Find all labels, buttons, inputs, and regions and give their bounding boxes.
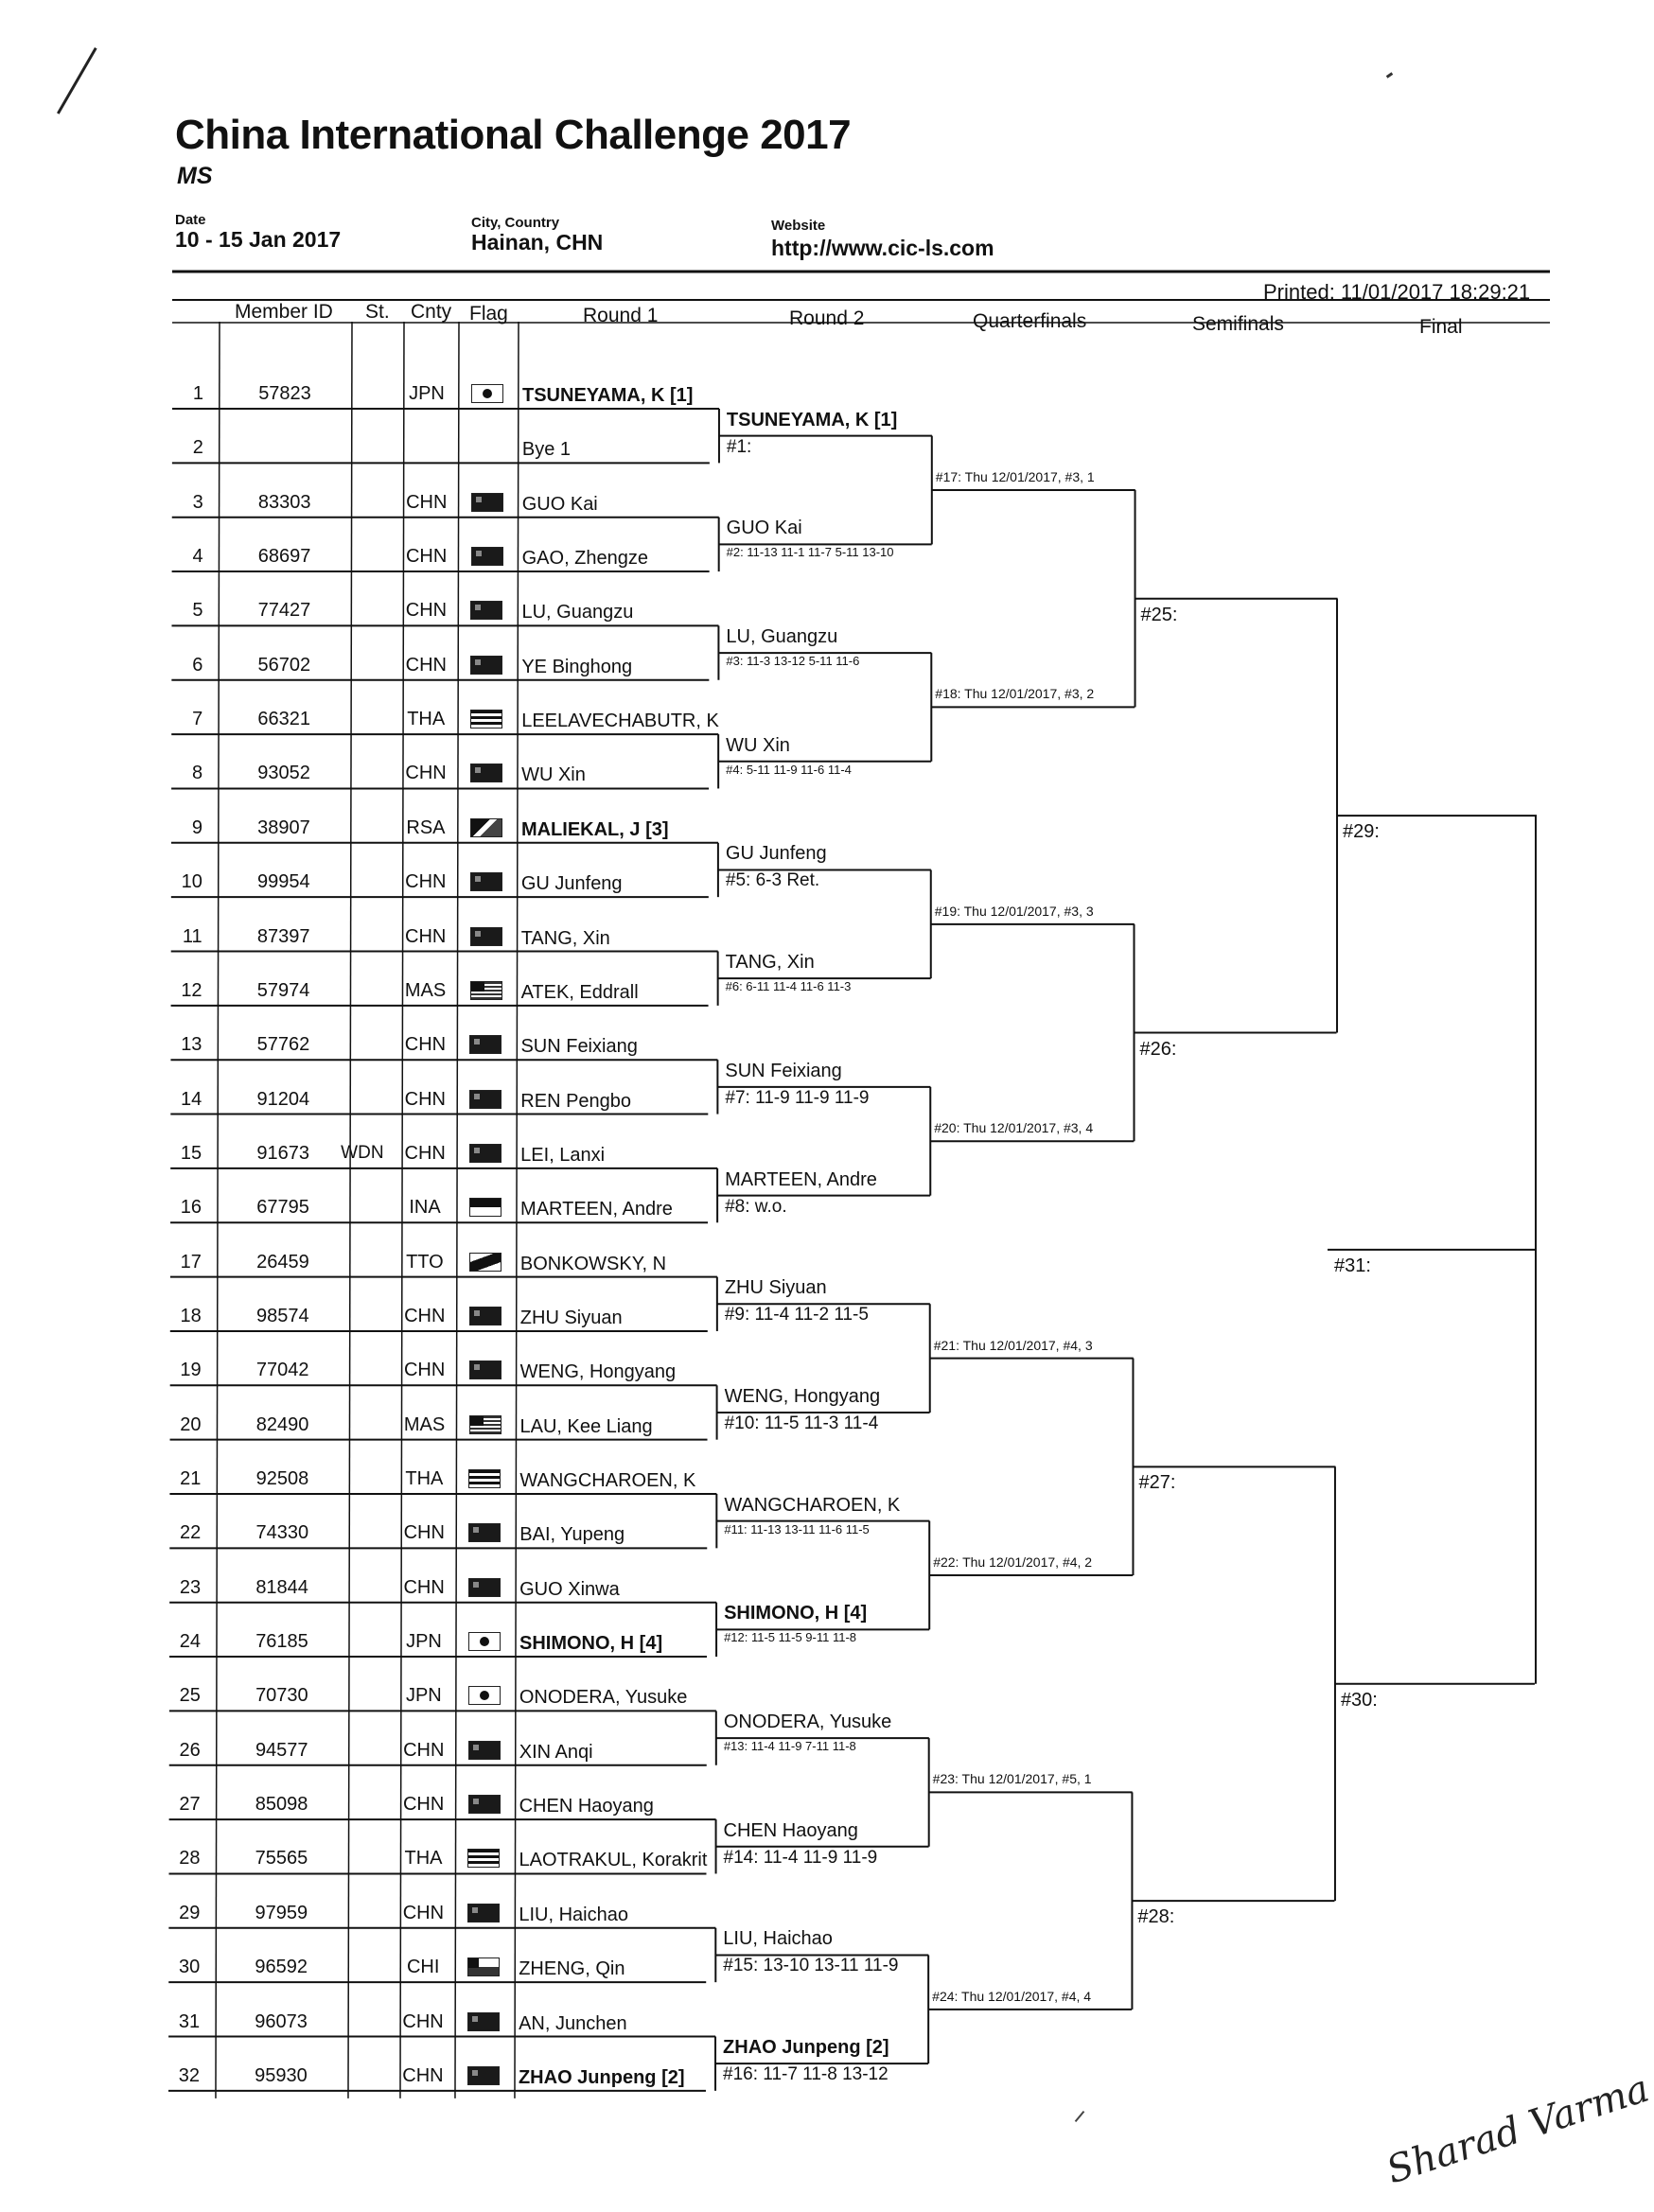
member-id: 57762 xyxy=(256,1034,310,1056)
player-number: 17 xyxy=(180,1251,202,1273)
quarterfinal-match: #23: Thu 12/01/2017, #5, 1 xyxy=(932,1771,1092,1787)
col-country: Cnty xyxy=(411,301,452,323)
player-country: CHN xyxy=(403,1576,445,1598)
col-round2: Round 2 xyxy=(789,307,865,329)
player-number: 14 xyxy=(181,1088,202,1110)
player-name: WENG, Hongyang xyxy=(519,1361,677,1383)
bracket-line xyxy=(455,322,459,2098)
player-number: 4 xyxy=(192,546,203,568)
round2-score: #4: 5-11 11-9 11-6 11-4 xyxy=(726,762,852,777)
player-number: 11 xyxy=(182,925,202,947)
member-id: 74330 xyxy=(255,1522,309,1544)
player-name: MARTEEN, Andre xyxy=(520,1199,673,1220)
player-number: 7 xyxy=(192,709,203,730)
player-number: 30 xyxy=(178,1957,201,1978)
player-number: 1 xyxy=(192,383,203,404)
player-country: CHN xyxy=(403,1360,446,1381)
player-country: THA xyxy=(404,1848,443,1870)
player-country: CHN xyxy=(404,1034,447,1056)
player-country: CHN xyxy=(405,925,447,947)
flag-chn-icon xyxy=(470,764,502,782)
member-id: 56702 xyxy=(257,654,311,676)
member-id: 70730 xyxy=(255,1685,308,1707)
member-id: 77042 xyxy=(255,1360,309,1381)
flag-rsa-icon xyxy=(470,818,502,837)
col-semifinals: Semifinals xyxy=(1192,313,1284,335)
player-number: 32 xyxy=(178,2064,200,2086)
player-number: 10 xyxy=(181,871,202,893)
player-country: CHN xyxy=(405,871,447,893)
flag-chn-icon xyxy=(468,1795,501,1814)
round2-winner: TSUNEYAMA, K [1] xyxy=(726,409,898,430)
player-name: XIN Anqi xyxy=(519,1741,593,1763)
round2-score: #6: 6-11 11-4 11-6 11-3 xyxy=(725,979,852,994)
player-country: CHN xyxy=(404,1305,446,1326)
flag-chn-icon xyxy=(467,2066,500,2085)
player-country: RSA xyxy=(406,816,446,838)
quarterfinal-match: #19: Thu 12/01/2017, #3, 3 xyxy=(934,903,1094,919)
round2-winner: ONODERA, Yusuke xyxy=(723,1712,892,1733)
member-id: 82490 xyxy=(255,1413,309,1435)
handwritten-signature: Sharad Varma xyxy=(1381,2066,1654,2193)
player-number: 21 xyxy=(180,1468,202,1489)
semifinal-match: #27: xyxy=(1138,1472,1176,1494)
member-id: 87397 xyxy=(256,925,310,947)
round2-score: #9: 11-4 11-2 11-5 xyxy=(724,1305,869,1325)
player-country: CHN xyxy=(405,546,448,568)
member-id: 98574 xyxy=(255,1305,309,1326)
round2-score: #15: 13-10 13-11 11-9 xyxy=(723,1956,899,1976)
printed-timestamp: Printed: 11/01/2017 18:29:21 xyxy=(1263,280,1531,304)
col-flag: Flag xyxy=(469,303,508,325)
flag-chi-icon xyxy=(467,1957,500,1976)
player-country: CHN xyxy=(402,1902,445,1923)
flag-tha-icon xyxy=(467,1849,500,1868)
round2-winner: WENG, Hongyang xyxy=(724,1385,881,1407)
flag-chn-icon xyxy=(471,493,503,512)
quarterfinal-match: #21: Thu 12/01/2017, #4, 3 xyxy=(933,1337,1093,1353)
round2-score: #8: w.o. xyxy=(725,1196,787,1217)
player-name: LIU, Haichao xyxy=(519,1904,628,1925)
website-link[interactable]: http://www.cic-ls.com xyxy=(771,236,994,260)
member-id: 94577 xyxy=(255,1739,308,1761)
player-country: CHN xyxy=(404,1142,446,1164)
col-status: St. xyxy=(365,301,390,323)
round2-winner: SUN Feixiang xyxy=(725,1060,842,1081)
round2-score: #13: 11-4 11-9 7-11 11-8 xyxy=(723,1739,856,1754)
player-number: 25 xyxy=(179,1685,201,1707)
player-name: ZHU Siyuan xyxy=(519,1307,623,1328)
player-number: 29 xyxy=(179,1902,201,1923)
flag-chn-icon xyxy=(467,2012,500,2031)
player-country: CHN xyxy=(403,1522,445,1544)
player-name: ONODERA, Yusuke xyxy=(519,1687,688,1709)
flag-mas-icon xyxy=(470,981,502,1000)
player-name: GUO Xinwa xyxy=(519,1578,620,1600)
flag-tha-icon xyxy=(468,1469,501,1488)
flag-ina-icon xyxy=(469,1198,501,1217)
round2-score: #5: 6-3 Ret. xyxy=(725,870,820,891)
player-name: MALIEKAL, J [3] xyxy=(520,818,669,840)
flag-chn-icon xyxy=(469,1144,501,1163)
round2-winner: CHEN Haoyang xyxy=(723,1819,858,1841)
flag-chn-icon xyxy=(468,1578,501,1597)
round2-score: #10: 11-5 11-3 11-4 xyxy=(724,1413,879,1433)
flag-chn-icon xyxy=(471,547,503,566)
round2-score: #11: 11-13 13-11 11-6 11-5 xyxy=(724,1521,870,1536)
player-country: CHN xyxy=(402,2064,444,2086)
date-value: 10 - 15 Jan 2017 xyxy=(175,227,342,252)
player-name: AN, Junchen xyxy=(519,2012,627,2034)
member-id: 81844 xyxy=(255,1576,308,1598)
player-number: 28 xyxy=(179,1848,201,1870)
player-name: GAO, Zhengze xyxy=(521,548,649,570)
website-label: Website xyxy=(771,218,826,234)
final-result: #31: xyxy=(1333,1255,1371,1276)
player-country: INA xyxy=(409,1197,441,1219)
player-country: CHN xyxy=(406,491,448,513)
flag-tto-icon xyxy=(469,1253,501,1272)
semifinal-match: #28: xyxy=(1137,1906,1175,1928)
round2-winner: MARTEEN, Andre xyxy=(725,1168,877,1190)
member-id: 91673 xyxy=(256,1142,309,1164)
player-country: JPN xyxy=(409,383,445,404)
player-name: ZHAO Junpeng [2] xyxy=(518,2066,685,2088)
player-number: 23 xyxy=(179,1576,202,1598)
col-quarterfinals: Quarterfinals xyxy=(973,310,1087,332)
player-name: TSUNEYAMA, K [1] xyxy=(522,385,694,406)
player-country: THA xyxy=(405,1468,444,1489)
member-id: 77427 xyxy=(257,600,311,622)
member-id: 38907 xyxy=(257,816,310,838)
player-name: GU Junfeng xyxy=(520,873,623,895)
player-name: LU, Guangzu xyxy=(521,602,634,623)
flag-chn-icon xyxy=(469,1090,501,1109)
round2-winner: LIU, Haichao xyxy=(723,1928,833,1950)
event-code: MS xyxy=(177,163,213,189)
player-country: CHN xyxy=(405,600,448,622)
player-name: LEELAVECHABUTR, K xyxy=(521,711,719,732)
bracket-line xyxy=(216,322,220,2098)
player-number: 19 xyxy=(180,1360,202,1381)
player-number: 8 xyxy=(191,763,203,784)
final-match: #29: xyxy=(1343,821,1380,843)
player-country: CHN xyxy=(405,763,447,784)
player-name: GUO Kai xyxy=(521,493,598,515)
player-country: MAS xyxy=(404,979,447,1001)
semifinal-match: #25: xyxy=(1140,604,1178,625)
player-name: BONKOWSKY, N xyxy=(519,1253,667,1274)
player-country: CHN xyxy=(404,1088,446,1110)
player-country: JPN xyxy=(406,1631,442,1653)
round2-winner: ZHAO Junpeng [2] xyxy=(723,2037,889,2059)
player-name: SHIMONO, H [4] xyxy=(519,1633,663,1655)
player-country: CHN xyxy=(402,1794,445,1816)
round2-winner: GUO Kai xyxy=(726,518,802,539)
player-number: 22 xyxy=(180,1522,202,1544)
quarterfinal-match: #20: Thu 12/01/2017, #3, 4 xyxy=(934,1120,1094,1136)
player-number: 18 xyxy=(180,1305,202,1326)
member-id: 83303 xyxy=(257,491,311,513)
player-name: TANG, Xin xyxy=(520,927,610,949)
player-name: ATEK, Eddrall xyxy=(520,981,639,1003)
date-label: Date xyxy=(175,212,206,228)
flag-tha-icon xyxy=(470,710,502,729)
player-name: REN Pengbo xyxy=(520,1090,632,1112)
member-id: 99954 xyxy=(257,871,310,893)
member-id: 95930 xyxy=(255,2064,308,2086)
member-id: 68697 xyxy=(257,546,311,568)
flag-chn-icon xyxy=(470,872,502,891)
semifinal-match: #26: xyxy=(1139,1038,1177,1060)
flag-jpn-icon xyxy=(471,384,503,403)
flag-chn-icon xyxy=(468,1741,501,1760)
member-id: 67795 xyxy=(256,1197,309,1219)
player-name: ZHENG, Qin xyxy=(519,1958,625,1980)
member-id: 96073 xyxy=(255,2010,308,2032)
tournament-title: China International Challenge 2017 xyxy=(175,112,852,158)
player-name: LAU, Kee Liang xyxy=(519,1415,653,1437)
player-number: 31 xyxy=(178,2010,201,2032)
player-country: CHI xyxy=(406,1957,440,1978)
player-country: THA xyxy=(407,709,446,730)
player-number: 13 xyxy=(181,1034,202,1056)
round2-score: #7: 11-9 11-9 11-9 xyxy=(725,1087,870,1108)
flag-chn-icon xyxy=(467,1904,500,1922)
member-id: 26459 xyxy=(256,1251,309,1273)
player-country: CHN xyxy=(405,654,448,676)
member-id: 92508 xyxy=(255,1468,309,1489)
player-number: 5 xyxy=(192,600,203,622)
col-member-id: Member ID xyxy=(235,301,333,323)
flag-chn-icon xyxy=(470,601,502,620)
player-name: SUN Feixiang xyxy=(520,1036,638,1058)
player-number: 15 xyxy=(180,1142,202,1164)
col-round1: Round 1 xyxy=(583,305,659,326)
player-number: 9 xyxy=(191,816,202,838)
quarterfinal-match: #24: Thu 12/01/2017, #4, 4 xyxy=(932,1988,1092,2004)
bracket-line xyxy=(348,322,352,2098)
player-country: CHN xyxy=(402,2010,444,2032)
player-name: WANGCHAROEN, K xyxy=(519,1470,696,1491)
player-number: 26 xyxy=(179,1739,201,1761)
quarterfinal-match: #17: Thu 12/01/2017, #3, 1 xyxy=(935,469,1095,485)
round2-score: #14: 11-4 11-9 11-9 xyxy=(723,1847,878,1868)
player-country: MAS xyxy=(403,1413,446,1435)
player-number: 2 xyxy=(192,437,203,459)
member-id: 57974 xyxy=(256,979,310,1001)
flag-chn-icon xyxy=(468,1523,501,1542)
player-country: TTO xyxy=(406,1251,444,1273)
member-id: 93052 xyxy=(257,763,310,784)
final-match: #30: xyxy=(1340,1689,1378,1711)
member-id: 91204 xyxy=(256,1088,310,1110)
player-number: 27 xyxy=(179,1794,201,1816)
round2-winner: LU, Guangzu xyxy=(726,626,838,648)
player-name: YE Binghong xyxy=(521,656,633,677)
player-number: 16 xyxy=(180,1197,202,1219)
quarterfinal-match: #18: Thu 12/01/2017, #3, 2 xyxy=(935,686,1095,702)
member-id: 75565 xyxy=(255,1848,308,1870)
bracket-line xyxy=(515,322,519,2098)
round2-winner: ZHU Siyuan xyxy=(724,1277,827,1299)
player-name: BAI, Yupeng xyxy=(519,1524,625,1546)
player-name: LAOTRAKUL, Korakrit xyxy=(519,1850,708,1871)
flag-chn-icon xyxy=(470,927,502,946)
round2-score: #3: 11-3 13-12 5-11 11-6 xyxy=(726,654,860,669)
round2-winner: WU Xin xyxy=(726,734,790,756)
member-id: 97959 xyxy=(255,1902,308,1923)
round2-score: #2: 11-13 11-1 11-7 5-11 13-10 xyxy=(726,545,894,560)
flag-chn-icon xyxy=(469,1361,501,1379)
player-country: CHN xyxy=(403,1739,445,1761)
player-name: WU Xin xyxy=(521,764,586,786)
round2-winner: GU Junfeng xyxy=(725,843,827,865)
player-number: 3 xyxy=(192,491,203,513)
round2-winner: WANGCHAROEN, K xyxy=(724,1494,901,1516)
flag-chn-icon xyxy=(469,1307,501,1325)
member-id: 57823 xyxy=(258,383,311,404)
player-status: WDN xyxy=(341,1142,384,1163)
player-number: 20 xyxy=(180,1413,202,1435)
player-name: LEI, Lanxi xyxy=(520,1144,606,1166)
round2-score: #12: 11-5 11-5 9-11 11-8 xyxy=(724,1630,857,1645)
flag-jpn-icon xyxy=(468,1632,501,1651)
round2-winner: TANG, Xin xyxy=(725,952,815,974)
col-final: Final xyxy=(1419,316,1463,338)
flag-mas-icon xyxy=(469,1415,501,1434)
member-id: 66321 xyxy=(257,709,311,730)
round2-winner: SHIMONO, H [4] xyxy=(724,1603,868,1624)
round2-score: #1: xyxy=(726,436,752,457)
player-country: JPN xyxy=(405,1685,442,1707)
player-name: Bye 1 xyxy=(521,439,572,461)
member-id: 96592 xyxy=(255,1957,308,1978)
flag-chn-icon xyxy=(470,656,502,675)
city-label: City, Country xyxy=(471,215,560,231)
flag-chn-icon xyxy=(469,1035,501,1054)
player-number: 24 xyxy=(179,1631,201,1653)
flag-jpn-icon xyxy=(468,1686,501,1705)
player-name: CHEN Haoyang xyxy=(519,1796,654,1817)
player-number: 6 xyxy=(192,654,203,676)
city-value: Hainan, CHN xyxy=(471,230,604,255)
player-number: 12 xyxy=(181,979,202,1001)
member-id: 85098 xyxy=(255,1794,308,1816)
round2-score: #16: 11-7 11-8 13-12 xyxy=(723,2064,889,2085)
quarterfinal-match: #22: Thu 12/01/2017, #4, 2 xyxy=(933,1554,1093,1571)
member-id: 76185 xyxy=(255,1631,308,1653)
